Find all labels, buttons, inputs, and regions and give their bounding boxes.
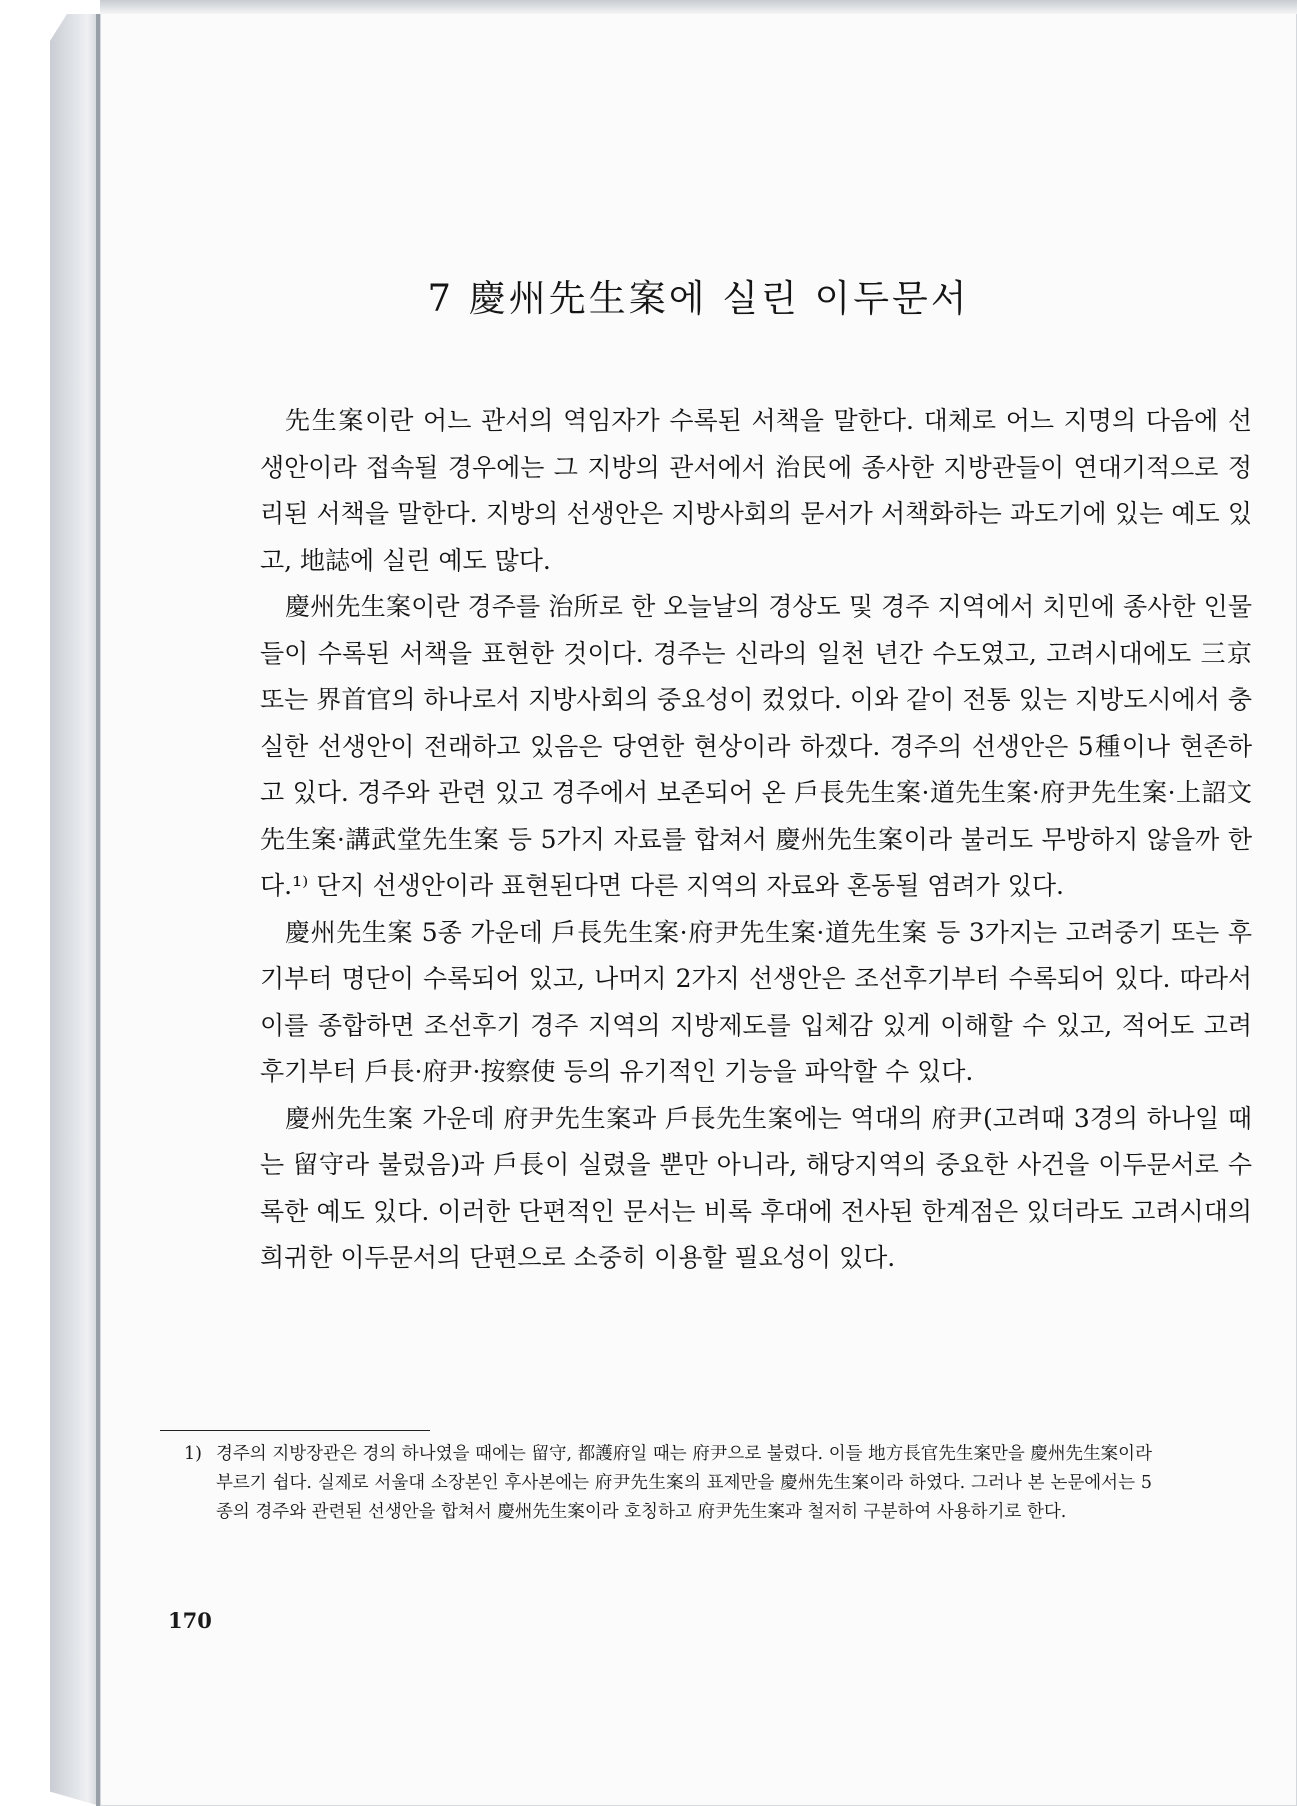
paragraph-1: 先生案이란 어느 관서의 역임자가 수록된 서책을 말한다. 대체로 어느 지명의 다음에 선생안이라 접속될 경우에는 그 지방의 관서에서 治民에 종사한 지방관들이 연대기적으로 정리된 서책을 말한다. 지방의 선생안은 지방사회의 문서가 서책화하는 과도기에 있는 예도 있고, 地誌에 실린 예도 많다.	[260, 406, 1252, 575]
paragraph-3: 慶州先生案 5종 가운데 戶長先生案·府尹先生案·道先生案 등 3가지는 고려중기 또는 후기부터 명단이 수록되어 있고, 나머지 2가지 선생안은 조선후기부터 수록되어 있다. 따라서 이를 종합하면 조선후기 경주 지역의 지방제도를 입체감 있게 이해할 수 있고, 적어도 고려후기부터 戶長·府尹·按察使 등의 유기적인 기능을 파악할 수 있다.	[260, 917, 1252, 1086]
book-page	[100, 0, 1297, 1806]
page-top-shadow	[100, 0, 1297, 14]
footnote	[160, 1440, 1152, 1527]
paragraph-2: 慶州先生案이란 경주를 治所로 한 오늘날의 경상도 및 경주 지역에서 치민에 종사한 인물들이 수록된 서책을 표현한 것이다. 경주는 신라의 일천 년간 수도였고, 고려시대에도 三京 또는 界首官의 하나로서 지방사회의 중요성이 컸었다. 이와 같이 전통 있는 지방도시에서 충실한 선생안이 전래하고 있음은 당연한 현상이라 하겠다. 경주의 선생안은 5種이나 현존하고 있다. 경주와 관련 있고 경주에서 보존되어 온 戶長先生案·道先生案·府尹先生案·上詔文先生案·講武堂先生案 등 5가지 자료를 합쳐서 慶州先生案이라 불러도 무방하지 않을까 한다.¹⁾ 단지 선생안이라 표현된다면 다른 지역의 자료와 혼동될 염려가 있다.	[260, 592, 1252, 900]
footnote-number: 1)	[184, 1444, 202, 1464]
page-number: 170	[168, 1608, 212, 1633]
chapter-title: 7 慶州先生案에 실린 이두문서	[427, 277, 970, 320]
footnote-text: 경주의 지방장관은 경의 하나였을 때에는 留守, 都護府일 때는 府尹으로 불렸다. 이들 地方長官先生案만을 慶州先生案이라 부르기 쉽다. 실제로 서울대 소장본인 후사본에는 府尹先生案의 표제만을 慶州先生案이라 하였다. 그러나 본 논문에서는 5종의 경주와 관련된 선생안을 합쳐서 慶州先生案이라 호칭하고 府尹先生案과 철저히 구분하여 사용하기로 한다.	[216, 1444, 1152, 1522]
footnote-divider	[160, 1430, 430, 1431]
paragraph-4: 慶州先生案 가운데 府尹先生案과 戶長先生案에는 역대의 府尹(고려때 3경의 하나일 때는 留守라 불렀음)과 戶長이 실렸을 뿐만 아니라, 해당지역의 중요한 사건을 이두문서로 수록한 예도 있다. 이러한 단편적인 문서는 비록 후대에 전사된 한계점은 있더라도 고려시대의 희귀한 이두문서의 단편으로 소중히 이용할 필요성이 있다.	[260, 1103, 1252, 1272]
body-text	[260, 398, 1252, 1282]
book-spine	[50, 14, 100, 1806]
